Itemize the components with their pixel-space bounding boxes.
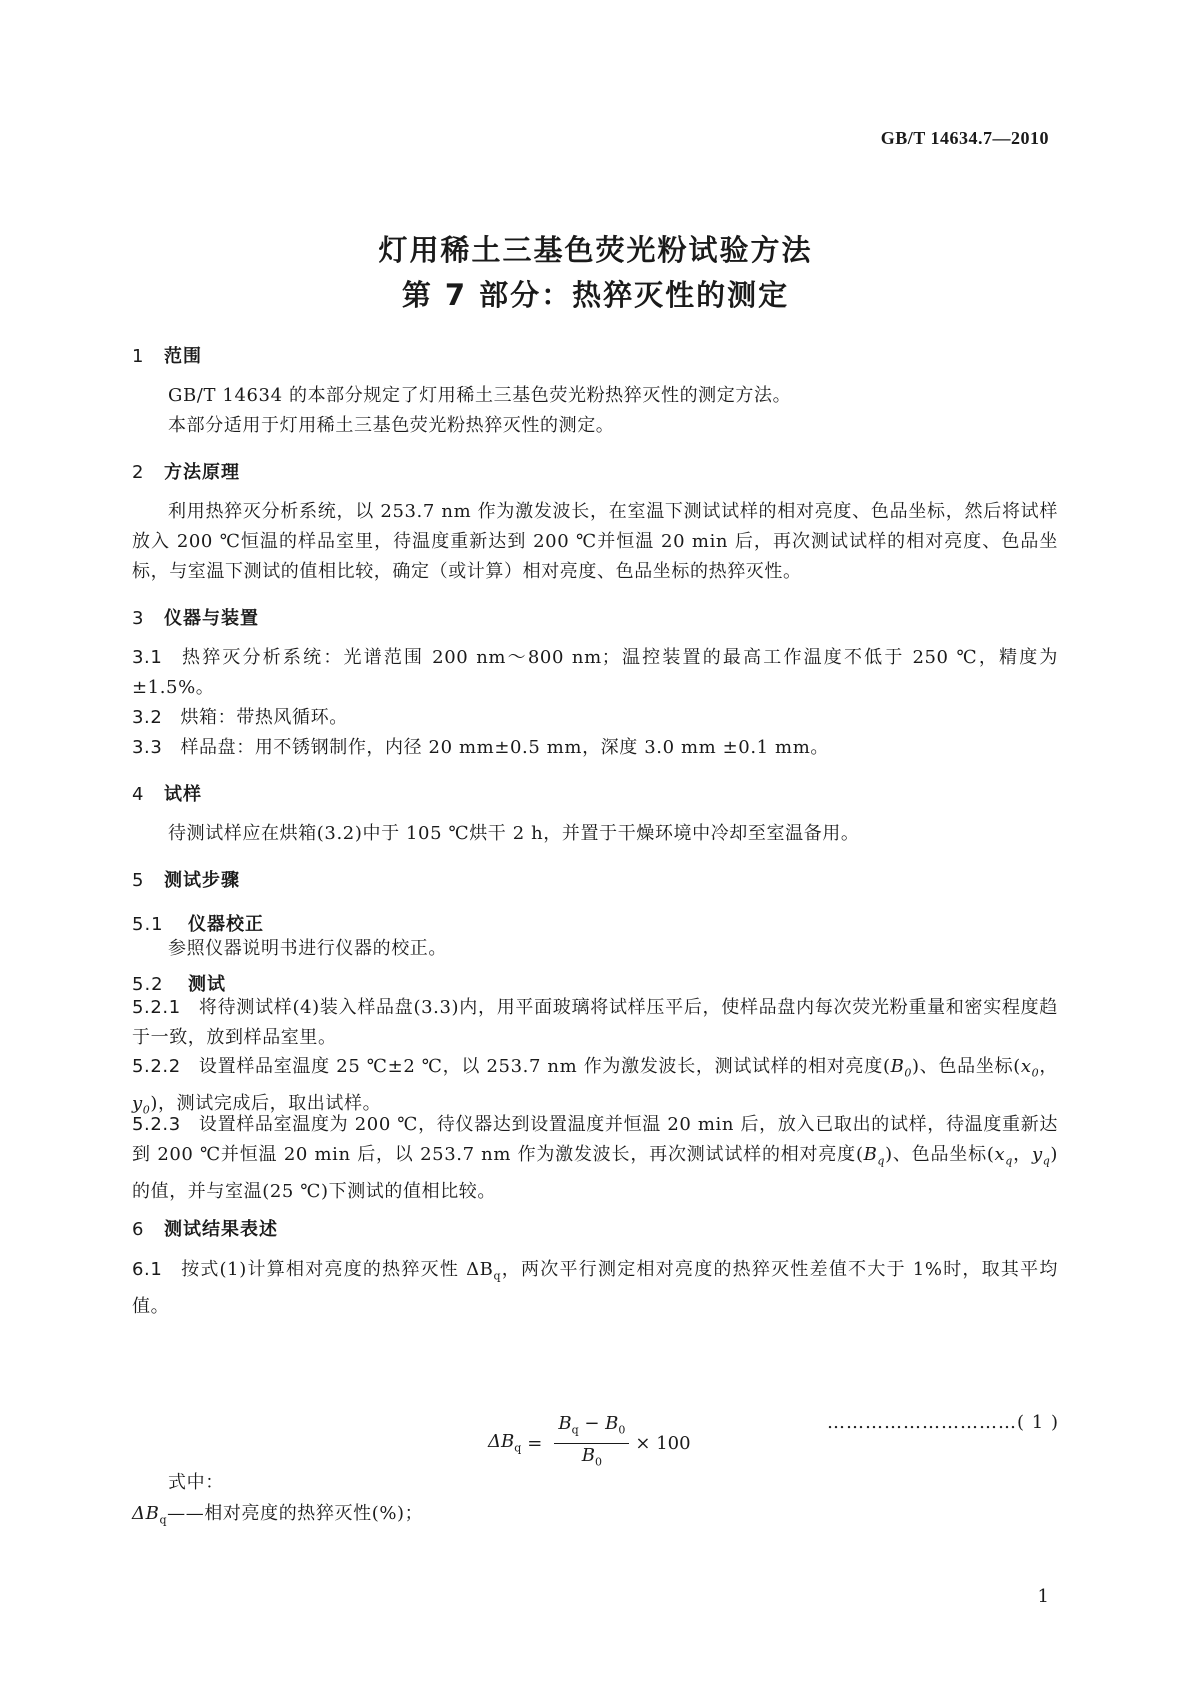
definition-delta-bq: $\Delta B_q——$相对亮度的热猝灭性(%)； bbox=[132, 1503, 424, 1527]
clause-text: 将待测试样(4)装入样品盘(3.3)内，用平面玻璃将试样压平后，使样品盘内每次荧光粉重量和密实程度趋于一致，放到样品室里。 bbox=[132, 997, 1058, 1048]
clause-text-part: ，两次平行测定相对亮度的热猝灭性差值不大于 1%时，取其平均值。 bbox=[132, 1259, 1058, 1317]
document-title-line-2: 第 7 部分：热猝灭性的测定 bbox=[401, 278, 790, 312]
clause-title: 仪器校正 bbox=[188, 914, 264, 935]
clause-number: 6.1 bbox=[132, 1259, 163, 1280]
formula-multiplier: × 100 bbox=[635, 1432, 691, 1454]
clause-number: 5.2 bbox=[132, 974, 164, 995]
symbol-yq: $y_q$ bbox=[1031, 1144, 1051, 1168]
clause-number: 5.2.2 bbox=[132, 1056, 181, 1077]
formula-1 bbox=[488, 1412, 691, 1474]
section-number: 4 bbox=[132, 784, 145, 805]
section-number: 1 bbox=[132, 346, 145, 367]
page-number: 1 bbox=[1037, 1586, 1049, 1607]
section-number: 3 bbox=[132, 608, 145, 629]
clause-text-part: )的值，并与室温(25 ℃)下测试的值相比较。 bbox=[132, 1144, 1058, 1202]
equals-sign: = bbox=[527, 1432, 543, 1454]
clause-3-2 bbox=[132, 703, 1058, 733]
principle-paragraph: 利用热猝灭分析系统，以 253.7 nm 作为激发波长，在室温下测试试样的相对亮度、色品坐标，然后将试样放入 200 ℃恒温的样品室里，待温度重新达到 200 ℃并恒温 20 min 后，再次测试试样的相对亮度、色品坐标，与室温下测试的值相比较，确定（或计算）相对亮度、色品坐标的热猝灭性。 bbox=[132, 501, 1058, 582]
clause-3-1 bbox=[132, 643, 1058, 703]
clause-text-part: )、色品坐标( bbox=[885, 1144, 995, 1165]
section-heading-results bbox=[132, 1215, 278, 1241]
section-heading-principle bbox=[132, 458, 240, 484]
section-number: 6 bbox=[132, 1219, 145, 1240]
section-heading-procedure bbox=[132, 866, 240, 892]
section-title: 仪器与装置 bbox=[164, 608, 259, 629]
formula-fraction bbox=[554, 1412, 629, 1474]
clause-number: 5.1 bbox=[132, 914, 164, 935]
sample-paragraph: 待测试样应在烘箱(3.2)中于 105 ℃烘干 2 h，并置于干燥环境中冷却至室温备用。 bbox=[168, 823, 860, 844]
clause-text-part: 按式(1)计算相对亮度的热猝灭性 ΔB bbox=[180, 1259, 494, 1280]
symbol-x0: $x_0$ bbox=[1020, 1056, 1040, 1080]
section-title: 试样 bbox=[164, 784, 202, 805]
section-heading-sample bbox=[132, 780, 202, 806]
clause-6-1: 6.1 按式(1)计算相对亮度的热猝灭性 $\Delta B_q$，两次平行测定相对亮度的热猝灭性差值不大于 1%时，取其平均值。 bbox=[132, 1259, 1058, 1317]
clause-3-3 bbox=[132, 733, 1058, 763]
formula-lhs: $\Delta B_q$ bbox=[488, 1431, 522, 1455]
clause-number: 5.2.1 bbox=[132, 997, 181, 1018]
clause-text-part: 设置样品室温度 25 ℃±2 ℃，以 253.7 nm 作为激发波长，测试试样的相对亮度( bbox=[198, 1056, 891, 1077]
clause-5-2-1 bbox=[132, 993, 1058, 1053]
clause-text-part: )、色品坐标( bbox=[912, 1056, 1021, 1077]
equation-number: …………………………( 1 ) bbox=[827, 1412, 1059, 1433]
section-title: 测试步骤 bbox=[164, 870, 240, 891]
section-title: 测试结果表述 bbox=[164, 1219, 278, 1240]
clause-5-2-3: 5.2.3 设置样品室温度为 200 ℃，待仪器达到设置温度并恒温 20 min 后，放入已取出的试样，待温度重新达到 200 ℃并恒温 20 min 后，以 253.7 nm 作为激发波长，再次测试试样的相对亮度$(B_q)$、色品坐标($x_q$，$y_q$)的值，并与室温(25 ℃)下测试的值相比较。 bbox=[132, 1114, 1058, 1202]
symbol-xq: $x_q$ bbox=[994, 1144, 1013, 1168]
scope-paragraph-1: GB/T 14634 的本部分规定了灯用稀土三基色荧光粉热猝灭性的测定方法。 bbox=[168, 385, 792, 406]
clause-number: 5.2.3 bbox=[132, 1114, 181, 1135]
section-heading-apparatus bbox=[132, 604, 259, 630]
clause-text: 烘箱：带热风循环。 bbox=[180, 707, 348, 728]
section-title: 范围 bbox=[164, 346, 202, 367]
clause-text: 热猝灭分析系统：光谱范围 200 nm～800 nm；温控装置的最高工作温度不低于 250 ℃，精度为±1.5%。 bbox=[132, 647, 1058, 698]
clause-title: 测试 bbox=[188, 974, 226, 995]
fraction-numerator: $B_q - B_0$ bbox=[554, 1412, 629, 1444]
section-heading-scope bbox=[132, 342, 202, 368]
clause-text-part: 设置样品室温度为 200 ℃，待仪器达到设置温度并恒温 20 min 后，放入已取出的试样，待温度重新达到 200 ℃并恒温 20 min 后，以 253.7 nm 作为激发波长，再次测试试样的相对亮度( bbox=[132, 1114, 1058, 1165]
clause-text-part: )，测试完成后，取出试样。 bbox=[150, 1092, 382, 1114]
standard-number: GB/T 14634.7—2010 bbox=[880, 128, 1049, 148]
symbol-b0: $B_0$ bbox=[890, 1056, 913, 1080]
where-label: 式中： bbox=[168, 1472, 224, 1493]
symbol-delta-bq: ΔB bbox=[132, 1503, 160, 1524]
document-title-line-1: 灯用稀土三基色荧光粉试验方法 bbox=[378, 233, 813, 267]
calibration-paragraph: 参照仪器说明书进行仪器的校正。 bbox=[168, 938, 447, 959]
section-title: 方法原理 bbox=[164, 462, 240, 483]
symbol-y0: $y_0$ bbox=[132, 1092, 151, 1117]
clause-number: 3.2 bbox=[132, 707, 163, 728]
section-number: 5 bbox=[132, 870, 145, 891]
clause-text: 样品盘：用不锈钢制作，内径 20 mm±0.5 mm，深度 3.0 mm ±0.1 mm。 bbox=[180, 737, 829, 758]
clause-number: 3.3 bbox=[132, 737, 163, 758]
clause-5-2-2: 5.2.2 设置样品室温度 25 ℃±2 ℃，以 253.7 nm 作为激发波长，测试试样的相对亮度$(B_0)$、色品坐标($x_0$，$y_0$)，测试完成后，取出试样。 bbox=[132, 1056, 1058, 1117]
subsection-heading-calibration bbox=[132, 910, 264, 936]
fraction-denominator: $B_0$ bbox=[581, 1444, 603, 1469]
symbol-bq: $B_q$ bbox=[863, 1144, 886, 1168]
definition-text: ——相对亮度的热猝灭性(%)； bbox=[167, 1503, 424, 1524]
clause-number: 3.1 bbox=[132, 647, 163, 668]
scope-paragraph-2: 本部分适用于灯用稀土三基色荧光粉热猝灭性的测定。 bbox=[168, 415, 615, 436]
section-number: 2 bbox=[132, 462, 145, 483]
